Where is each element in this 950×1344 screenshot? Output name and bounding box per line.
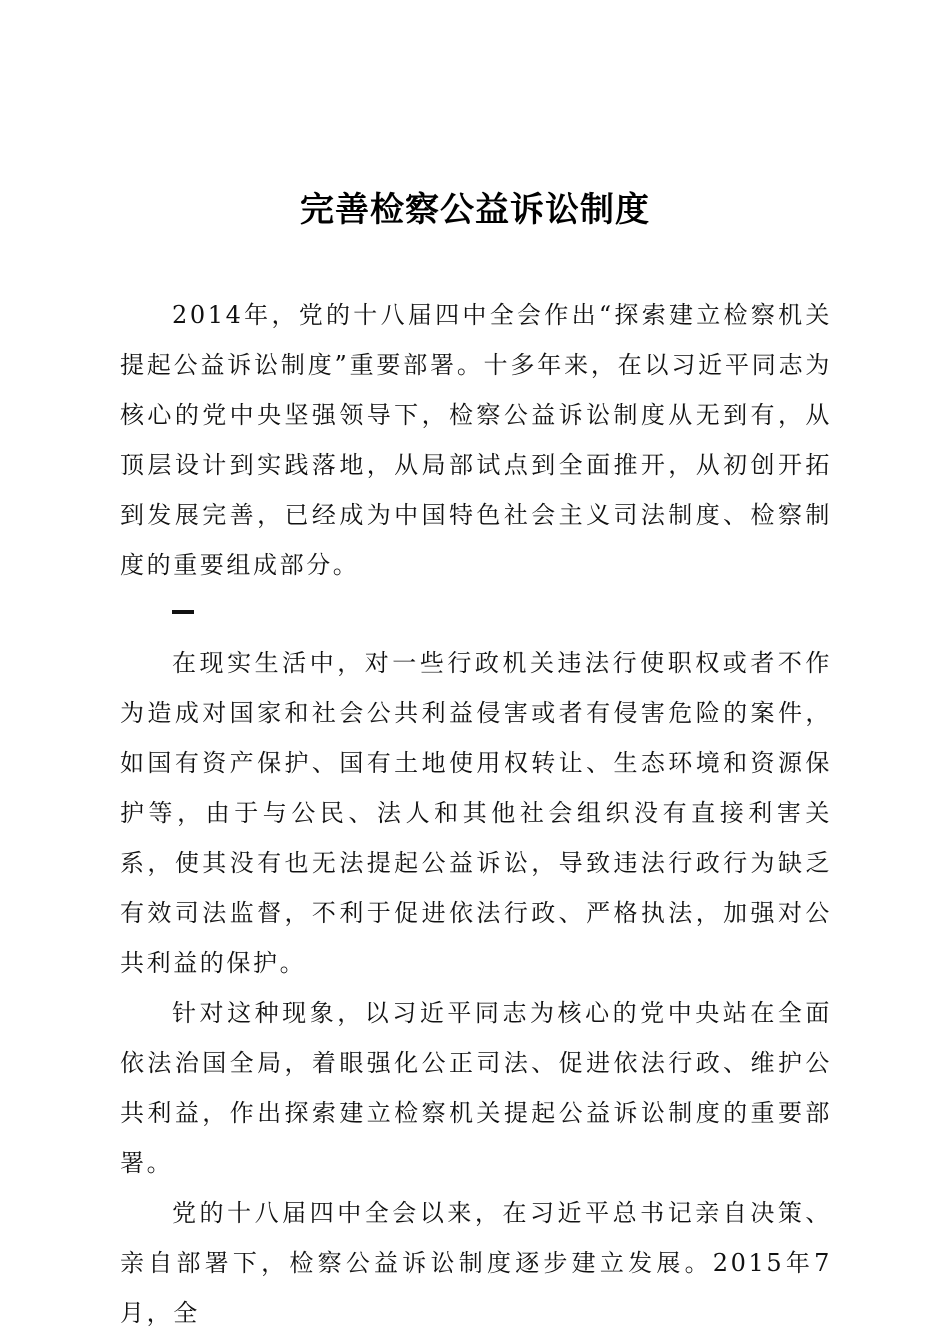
section-number-one: [172, 610, 194, 614]
body-paragraph-1: 在现实生活中，对一些行政机关违法行使职权或者不作为造成对国家和社会公共利益侵害或者有侵害危险的案件，如国有资产保护、国有土地使用权转让、生态环境和资源保护等，由于与公民、法人和其他社会组织没有直接利害关系，使其没有也无法提起公益诉讼，导致违法行政行为缺乏有效司法监督，不利于促进依法行政、严格执法，加强对公共利益的保护。: [120, 649, 832, 977]
body-paragraph-3: 党的十八届四中全会以来，在习近平总书记亲自决策、亲自部署下，检察公益诉讼制度逐步建立发展。2015年7月，全: [120, 1199, 832, 1327]
intro-paragraph: 2014年，党的十八届四中全会作出“探索建立检察机关提起公益诉讼制度”重要部署。十多年来，在以习近平同志为核心的党中央坚强领导下，检察公益诉讼制度从无到有，从顶层设计到实践落地，从局部试点到全面推开，从初创开拓到发展完善，已经成为中国特色社会主义司法制度、检察制度的重要组成部分。: [120, 301, 832, 579]
intro-section: [120, 290, 832, 590]
body-paragraph-2: 针对这种现象，以习近平同志为核心的党中央站在全面依法治国全局，着眼强化公正司法、促进依法行政、维护公共利益，作出探索建立检察机关提起公益诉讼制度的重要部署。: [120, 999, 832, 1177]
section-one-body: [120, 638, 832, 1338]
document-title: 完善检察公益诉讼制度: [300, 190, 650, 230]
